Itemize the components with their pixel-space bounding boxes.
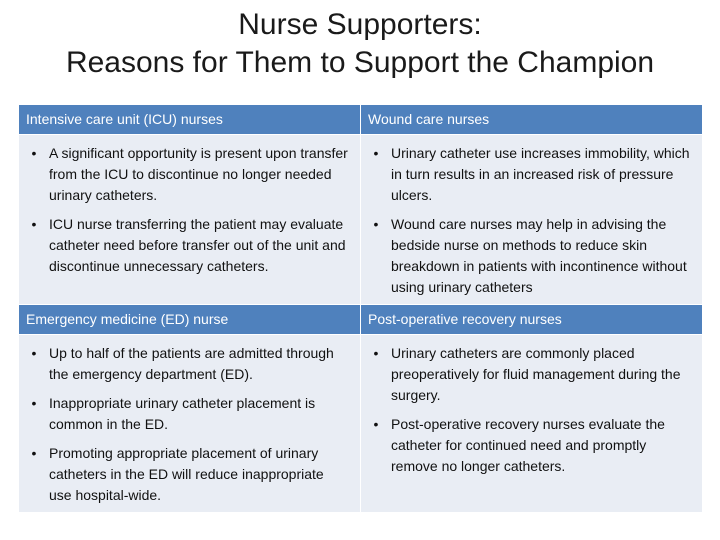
bullet-dot-icon: •: [373, 416, 379, 432]
bullet-dot-icon: •: [31, 445, 37, 461]
bullet-item: [27, 143, 350, 206]
bullet-dot-icon: •: [373, 216, 379, 232]
bullet-list: [19, 335, 360, 512]
header-icu-nurses: Intensive care unit (ICU) nurses: [19, 105, 361, 135]
header-ed-nurse: Emergency medicine (ED) nurse: [19, 305, 361, 335]
bullet-dot-icon: •: [373, 145, 379, 161]
bullet-text: Inappropriate urinary catheter placement is common in the ED.: [49, 395, 316, 432]
bullet-dot-icon: •: [373, 345, 379, 361]
bullet-item: [27, 443, 350, 506]
header-post-op-nurses: Post-operative recovery nurses: [361, 305, 703, 335]
table-header-row-2: [19, 305, 703, 335]
bullet-item: [369, 343, 692, 406]
bullet-item: [27, 393, 350, 435]
bullet-text: Post-operative recovery nurses evaluate the catheter for continued need and promptly remove no longer catheters.: [391, 416, 665, 474]
slide-title-line-1: Nurse Supporters:: [238, 8, 482, 41]
slide-title-line-2: Reasons for Them to Support the Champion: [65, 46, 655, 79]
bullet-list: [361, 135, 702, 304]
bullet-text: A significant opportunity is present upon transfer from the ICU to discontinue no longer needed urinary catheters.: [49, 145, 348, 203]
bullet-dot-icon: •: [31, 216, 37, 232]
bullet-list: [19, 135, 360, 283]
bullet-text: Urinary catheters are commonly placed preoperatively for fluid management during the surgery.: [391, 345, 681, 403]
cell-ed-reasons: [19, 335, 361, 513]
header-wound-care-nurses: Wound care nurses: [361, 105, 703, 135]
bullet-dot-icon: •: [31, 145, 37, 161]
table-body-row-1: [19, 135, 703, 305]
table-header-row-1: [19, 105, 703, 135]
table-body-row-2: [19, 335, 703, 513]
bullet-text: ICU nurse transferring the patient may evaluate catheter need before transfer out of the unit and discontinue unnecessary catheters.: [49, 216, 346, 274]
bullet-text: Wound care nurses may help in advising the bedside nurse on methods to reduce skin breakdown in patients with incontinence without using urinary catheters: [391, 216, 687, 295]
nurse-supporters-table: [18, 104, 703, 513]
bullet-item: [27, 343, 350, 385]
bullet-text: Up to half of the patients are admitted through the emergency department (ED).: [49, 345, 334, 382]
bullet-text: Promoting appropriate placement of urinary catheters in the ED will reduce inappropriate use hospital-wide.: [49, 445, 324, 503]
bullet-text: Urinary catheter use increases immobility, which in turn results in an increased risk of pressure ulcers.: [391, 145, 690, 203]
bullet-dot-icon: •: [31, 345, 37, 361]
bullet-item: [369, 214, 692, 298]
bullet-item: [369, 414, 692, 477]
slide-title: [0, 6, 720, 82]
bullet-dot-icon: •: [31, 395, 37, 411]
cell-wound-care-reasons: [361, 135, 703, 305]
cell-post-op-reasons: [361, 335, 703, 513]
bullet-item: [369, 143, 692, 206]
bullet-item: [27, 214, 350, 277]
bullet-list: [361, 335, 702, 483]
cell-icu-reasons: [19, 135, 361, 305]
